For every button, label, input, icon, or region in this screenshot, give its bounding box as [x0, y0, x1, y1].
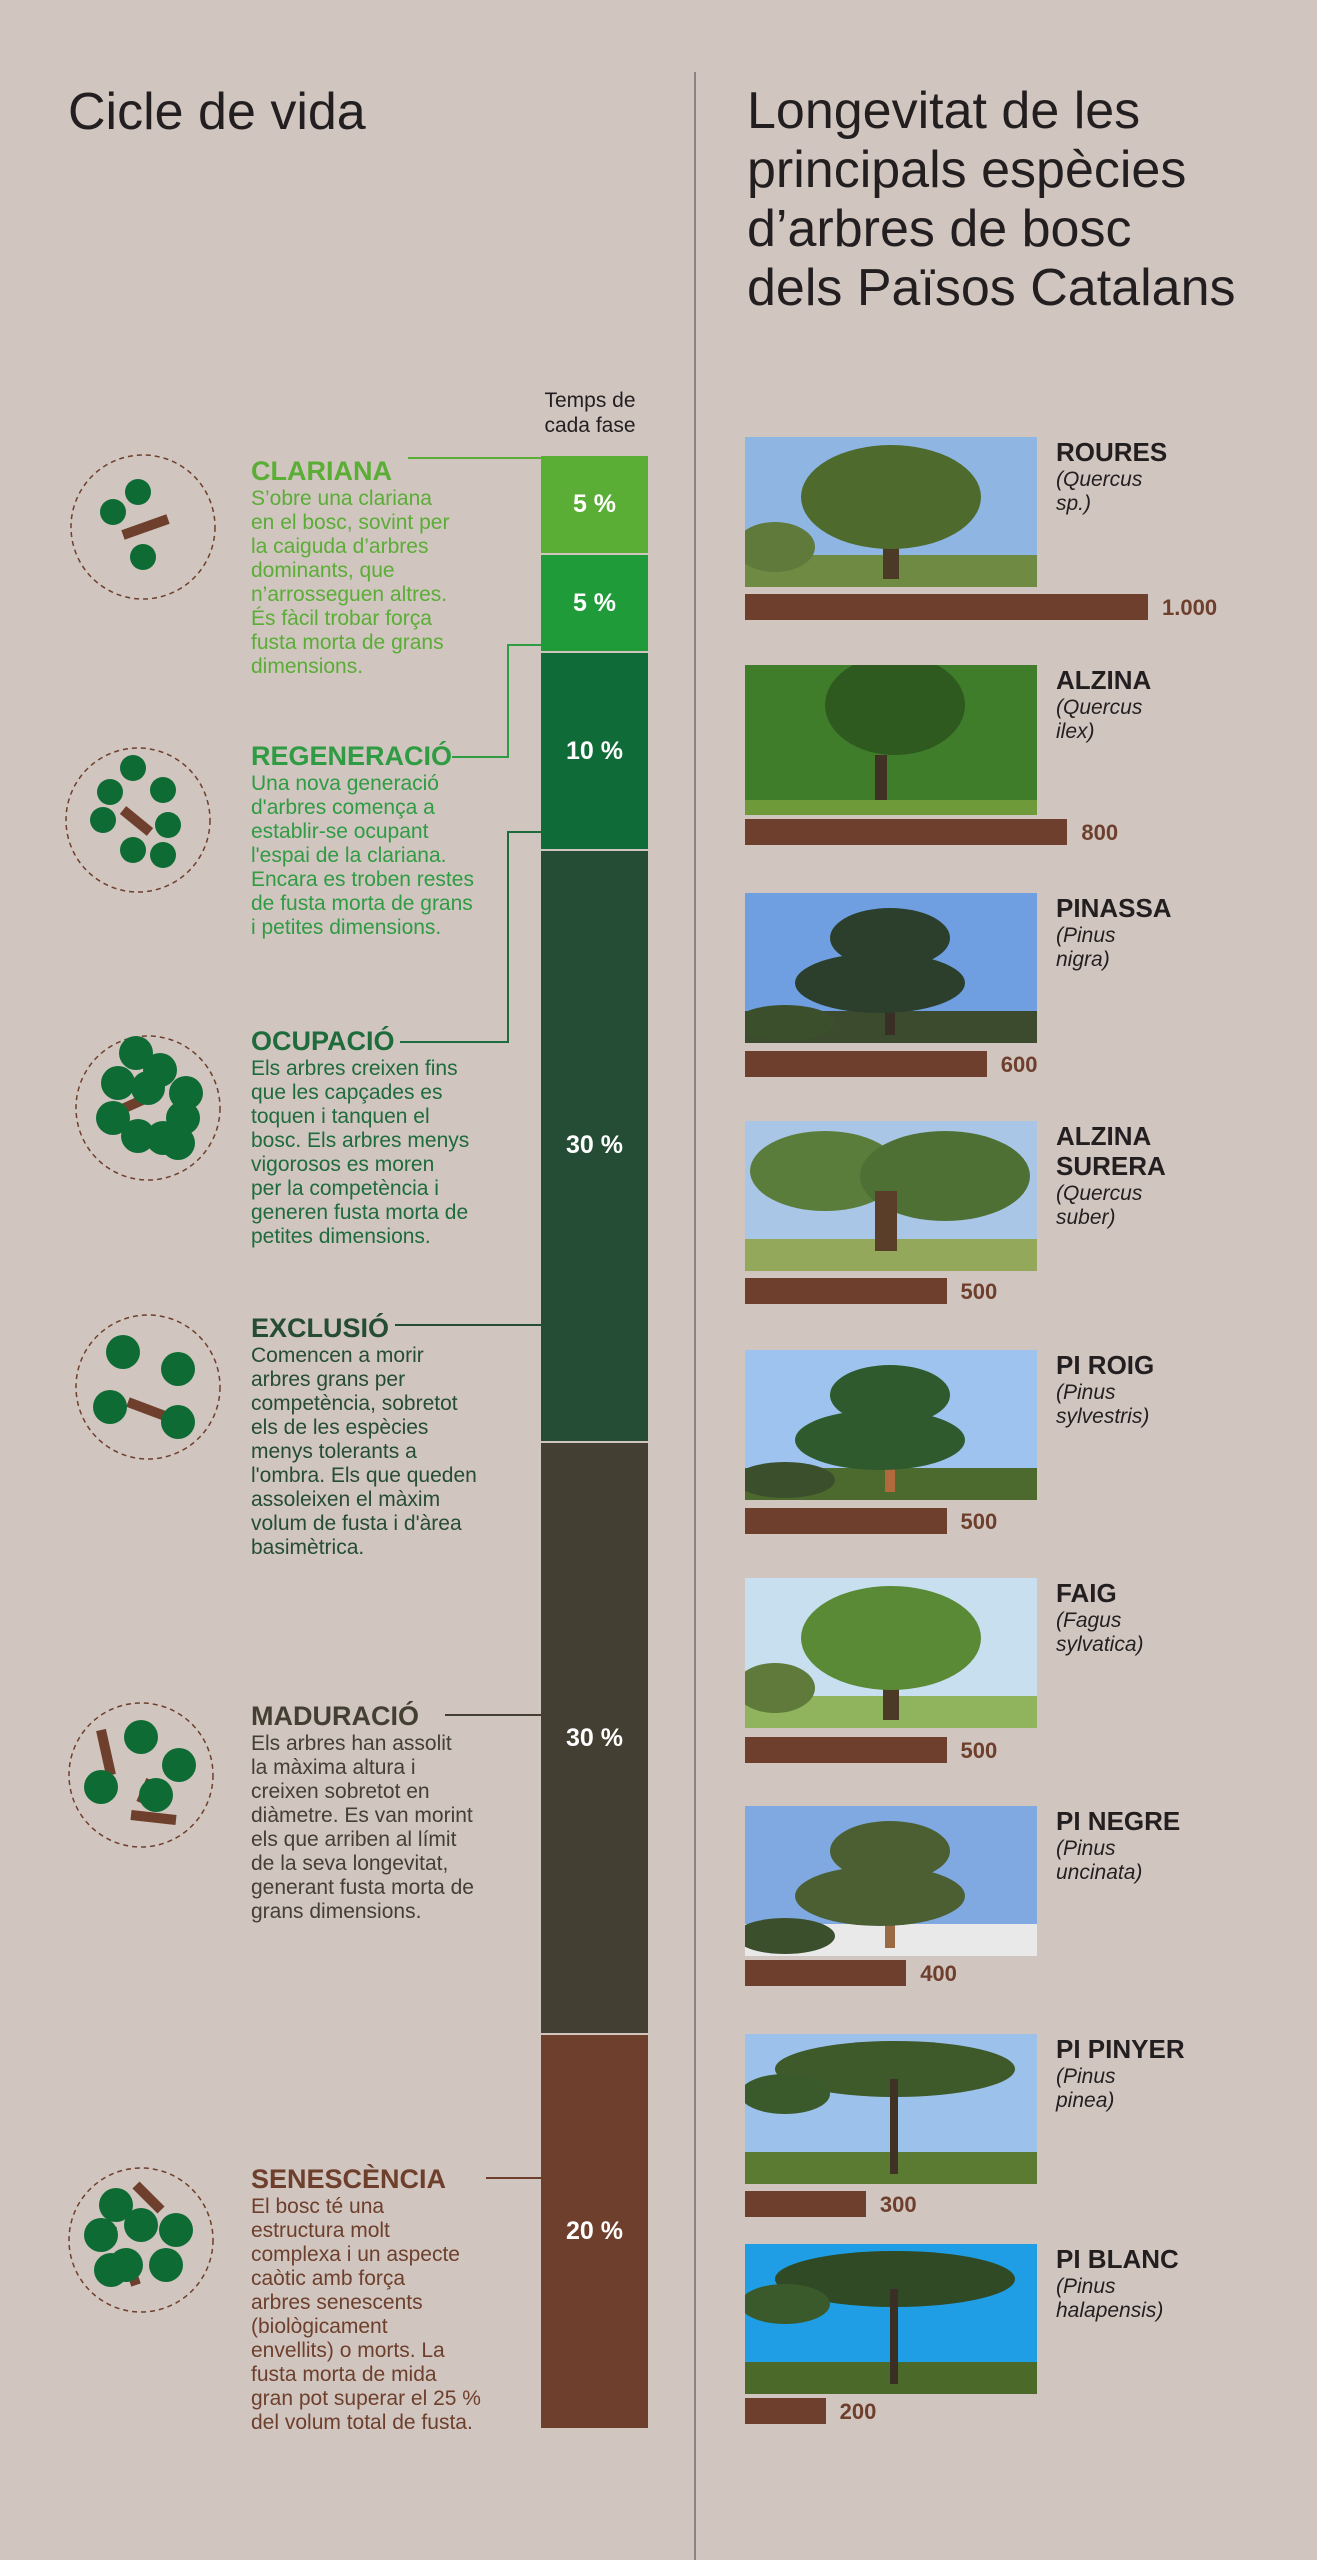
- longevity-value: 400: [920, 1961, 957, 1986]
- phase-description-line: menys tolerants a: [251, 1440, 417, 1463]
- phase-icon-4: [69, 1703, 213, 1847]
- phase-icon-1: [66, 748, 210, 892]
- phase-description-line: grans dimensions.: [251, 1900, 422, 1923]
- phase-description-line: competència, sobretot: [251, 1392, 458, 1415]
- phase-description-line: per la competència i: [251, 1177, 439, 1200]
- tree-icon: [90, 807, 116, 833]
- phase-bar-label: 30 %: [566, 1723, 623, 1752]
- tree-icon: [139, 1778, 173, 1812]
- tree-icon: [161, 1405, 195, 1439]
- right-title-line: d’arbres de bosc: [747, 200, 1132, 258]
- phase-description-line: del volum total de fusta.: [251, 2411, 473, 2434]
- longevity-value: 500: [960, 1509, 998, 1534]
- column-header-line: cada fase: [544, 414, 636, 437]
- phase-description-line: Una nova generació: [251, 772, 439, 795]
- phase-bar-label: 5 %: [572, 489, 617, 518]
- left-title: Cicle de vida: [68, 83, 366, 141]
- tree-icon: [159, 2213, 193, 2247]
- phase-description-line: caòtic amb força: [251, 2267, 406, 2290]
- phase-description-line: S’obre una clariana: [251, 487, 432, 510]
- phase-description-line: volum de fusta i d'àrea: [251, 1512, 462, 1535]
- phase-description-line: d'arbres comença a: [251, 796, 435, 819]
- phase-description-line: assoleixen el màxim: [251, 1488, 441, 1511]
- species-scientific-name: (Fagus sylvatica): [1056, 1609, 1144, 1656]
- phase-description-line: fusta morta de grans: [251, 631, 444, 654]
- phase-description-line: arbres grans per: [251, 1368, 406, 1391]
- tree-icon: [100, 499, 126, 525]
- phase-name: OCUPACIÓ: [251, 1026, 395, 1056]
- phase-description-line: complexa i un aspecte: [251, 2243, 460, 2266]
- phase-description-line: n’arrosseguen altres.: [251, 583, 448, 606]
- phase-icon-3: [76, 1315, 220, 1459]
- tree-icon: [155, 812, 181, 838]
- phase-description-line: els que arriben al límit: [251, 1828, 457, 1851]
- species-scientific-name: (Pinus pinea): [1056, 2065, 1116, 2112]
- phase-icon-5: [69, 2168, 213, 2312]
- species-scientific-name: (Pinus uncinata): [1056, 1837, 1143, 1884]
- phase-description-line: diàmetre. Es van morint: [251, 1804, 473, 1827]
- species-name-line: PI PINYER: [1056, 2034, 1185, 2064]
- dead-wood-icon: [123, 810, 150, 832]
- phase-description-line: que les capçades es: [251, 1081, 443, 1104]
- dashed-circle-icon: [76, 1315, 220, 1459]
- tree-icon: [94, 2253, 128, 2287]
- tree-icon: [124, 1720, 158, 1754]
- tree-icon: [93, 1390, 127, 1424]
- phase-description-line: establir-se ocupant: [251, 820, 429, 843]
- longevity-value: 800: [1081, 820, 1119, 845]
- phase-description-line: en el bosc, sovint per: [251, 511, 450, 534]
- phase-description-line: els de les espècies: [251, 1416, 429, 1439]
- tree-icon: [149, 2248, 183, 2282]
- phase-description-line: la màxima altura i: [251, 1756, 416, 1779]
- tree-icon: [125, 479, 151, 505]
- phase-description-line: vigorosos es moren: [251, 1153, 435, 1176]
- dead-wood-icon: [131, 1815, 176, 1820]
- species-name-line: PINASSA: [1056, 893, 1172, 923]
- tree-icon: [150, 777, 176, 803]
- phase-bar-label: 20 %: [566, 2217, 623, 2246]
- tree-icon: [161, 1352, 195, 1386]
- species-name-line: ALZINA: [1056, 1121, 1152, 1151]
- tree-icon: [124, 2208, 158, 2242]
- species-scientific-name: (Quercus ilex): [1056, 696, 1143, 743]
- species-scientific-name: (Pinus halapensis): [1056, 2275, 1164, 2322]
- species-name-line: ALZINA: [1056, 665, 1152, 695]
- phase-description-line: la caiguda d’arbres: [251, 535, 429, 558]
- phase-description-line: dimensions.: [251, 655, 364, 678]
- tree-icon: [97, 779, 123, 805]
- dead-wood-icon: [136, 2185, 161, 2210]
- phase-bar-label: 10 %: [566, 736, 623, 765]
- phase-description-line: envellits) o morts. La: [251, 2339, 445, 2362]
- species-name-line: FAIG: [1056, 1578, 1117, 1608]
- longevity-value: 1.000: [1162, 595, 1218, 620]
- species-scientific-name: (Pinus nigra): [1056, 924, 1116, 971]
- tree-icon: [161, 1126, 195, 1160]
- right-title-line: Longevitat de les: [747, 82, 1141, 140]
- phase-description-line: Els arbres creixen fins: [251, 1057, 458, 1080]
- phase-description-line: Encara es troben restes: [251, 868, 474, 891]
- tree-icon: [150, 842, 176, 868]
- tree-icon: [120, 755, 146, 781]
- longevity-value: 500: [960, 1279, 998, 1304]
- phase-description-line: arbres senescents: [251, 2291, 423, 2314]
- phase-description-line: petites dimensions.: [251, 1225, 431, 1248]
- phase-icon-0: [71, 455, 215, 599]
- longevity-value: 300: [879, 2192, 917, 2217]
- phase-description-line: estructura molt: [251, 2219, 390, 2242]
- phase-description-line: generant fusta morta de: [251, 1876, 474, 1899]
- phase-description-line: Comencen a morir: [251, 1344, 424, 1367]
- phase-bar-label: 30 %: [566, 1131, 623, 1160]
- phase-icon-2: [76, 1036, 220, 1180]
- species-name-line: PI ROIG: [1056, 1350, 1155, 1380]
- phase-description-line: És fàcil trobar força: [251, 607, 432, 630]
- tree-icon: [130, 544, 156, 570]
- phase-description-line: bosc. Els arbres menys: [251, 1129, 470, 1152]
- right-title-line: dels Països Catalans: [747, 259, 1236, 317]
- phase-bar-label: 5 %: [572, 588, 617, 617]
- phase-description-line: toquen i tanquen el: [251, 1105, 430, 1128]
- phase-description-line: Els arbres han assolit: [251, 1732, 452, 1755]
- phase-description-line: generen fusta morta de: [251, 1201, 469, 1224]
- longevity-value: 600: [1000, 1052, 1038, 1077]
- dead-wood-icon: [123, 519, 168, 535]
- species-scientific-name: (Quercus sp.): [1056, 468, 1143, 515]
- tree-icon: [106, 1335, 140, 1369]
- phase-name: REGENERACIÓ: [251, 741, 453, 771]
- phase-description-line: gran pot superar el 25 %: [251, 2387, 481, 2410]
- phase-description-line: i petites dimensions.: [251, 916, 442, 939]
- phase-name: CLARIANA: [251, 456, 392, 486]
- species-name-line: PI BLANC: [1056, 2244, 1179, 2274]
- phase-description-line: dominants, que: [251, 559, 395, 582]
- phase-description-line: de la seva longevitat,: [251, 1852, 449, 1875]
- phase-description-line: (biològicament: [251, 2315, 388, 2338]
- tree-icon: [120, 837, 146, 863]
- species-scientific-name: (Quercus suber): [1056, 1182, 1143, 1229]
- species-name-line: PI NEGRE: [1056, 1806, 1181, 1836]
- phase-name: SENESCÈNCIA: [251, 2164, 447, 2194]
- phase-description-line: creixen sobretot en: [251, 1780, 430, 1803]
- phase-description-line: El bosc té una: [251, 2195, 385, 2218]
- right-title-line: principals espècies: [747, 141, 1187, 199]
- phase-description-line: fusta morta de mida: [251, 2363, 437, 2386]
- phase-description-line: l'espai de la clariana.: [251, 844, 447, 867]
- tree-icon: [84, 1770, 118, 1804]
- dead-wood-icon: [101, 1730, 111, 1775]
- tree-icon: [131, 1071, 165, 1105]
- longevity-value: 500: [960, 1738, 998, 1763]
- column-header-line: Temps de: [544, 389, 636, 412]
- phase-description-line: de fusta morta de grans: [251, 892, 473, 915]
- phase-description-line: l'ombra. Els que queden: [251, 1464, 477, 1487]
- tree-icon: [101, 1066, 135, 1100]
- species-name-line: SURERA: [1056, 1151, 1166, 1181]
- phase-name: MADURACIÓ: [251, 1701, 419, 1731]
- species-scientific-name: (Pinus sylvestris): [1056, 1381, 1150, 1428]
- phase-name: EXCLUSIÓ: [251, 1313, 390, 1343]
- tree-icon: [162, 1748, 196, 1782]
- longevity-value: 200: [839, 2399, 877, 2424]
- tree-icon: [84, 2218, 118, 2252]
- phase-description-line: basimètrica.: [251, 1536, 365, 1559]
- species-name-line: ROURES: [1056, 437, 1168, 467]
